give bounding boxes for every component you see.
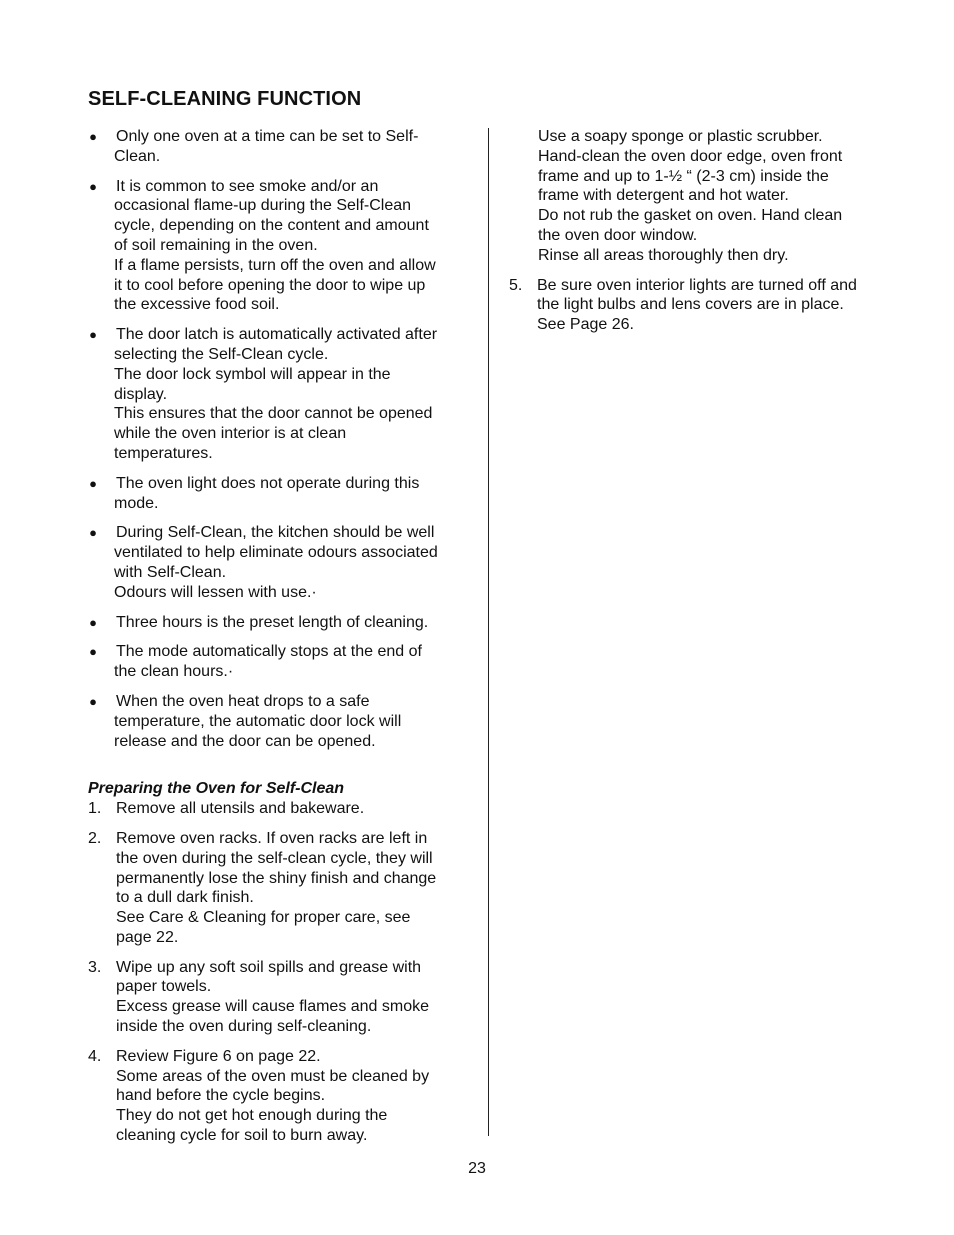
left-column — [88, 127, 473, 1156]
step-item — [88, 829, 473, 948]
text-line: inside the oven during self-cleaning. — [116, 1018, 372, 1036]
text-line: Rinse all areas thoroughly then dry. — [538, 246, 789, 264]
page-number: 23 — [468, 1160, 486, 1177]
text-line: The mode automatically stops at the end of — [116, 643, 422, 661]
text-line: Be sure oven interior lights are turned off and — [537, 276, 857, 294]
text-line: with Self-Clean. — [114, 563, 227, 581]
text-line: display. — [114, 385, 168, 403]
bullet-icon: ● — [89, 475, 97, 491]
text-line: it to cool before opening the door to wipe up — [114, 276, 426, 294]
step-number: 5. — [509, 276, 523, 294]
text-line: frame with detergent and hot water. — [538, 187, 789, 205]
text-line: the light bulbs and lens covers are in place. — [537, 296, 844, 314]
text-line: Do not rub the gasket on oven. Hand clean — [538, 207, 843, 225]
text-line: See Care & Cleaning for proper care, see — [116, 909, 411, 927]
text-line: the excessive food soil. — [114, 296, 280, 314]
bullet-item — [88, 127, 473, 167]
bullet-icon: ● — [89, 327, 97, 343]
text-line: mode. — [114, 494, 159, 512]
text-line: paper towels. — [116, 978, 212, 996]
step-number: 3. — [88, 958, 102, 976]
step-item — [88, 799, 473, 819]
step-number: 4. — [88, 1047, 102, 1065]
text-line: Use a soapy sponge or plastic scrubber. — [538, 128, 823, 145]
text-line: If a flame persists, turn off the oven and allow — [114, 256, 436, 274]
bullet-item — [88, 613, 473, 633]
text-line: They do not get hot enough during the — [116, 1107, 388, 1125]
bullet-item — [88, 692, 473, 751]
steps-list — [88, 799, 473, 1146]
text-line: Hand-clean the oven door edge, oven front — [538, 147, 843, 165]
text-line: cleaning cycle for soil to burn away. — [116, 1127, 368, 1145]
bullet-item — [88, 523, 473, 602]
bullet-icon: ● — [89, 614, 97, 630]
column-divider — [488, 128, 489, 1136]
text-line: Some areas of the oven must be cleaned by — [116, 1067, 430, 1085]
step-item — [88, 958, 473, 1037]
text-line: to a dull dark finish. — [116, 889, 254, 907]
section-heading: Preparing the Oven for Self-Clean — [88, 780, 345, 798]
step-number: 1. — [88, 800, 102, 818]
bullet-item — [88, 177, 473, 316]
text-line: the oven door window. — [538, 226, 698, 244]
text-line: Wipe up any soft soil spills and grease with — [116, 958, 422, 976]
text-line: while the oven interior is at clean — [114, 425, 347, 443]
text-line: The door latch is automatically activated after — [116, 326, 438, 344]
step-number: 2. — [88, 829, 102, 847]
text-line: During Self-Clean, the kitchen should be well — [116, 524, 435, 542]
text-line: occasional flame-up during the Self-Clean — [114, 197, 412, 215]
text-line: See Page 26. — [537, 316, 634, 334]
text-line: temperature, the automatic door lock will — [114, 712, 402, 730]
text-line: Remove all utensils and bakeware. — [116, 800, 365, 818]
text-line: Excess grease will cause flames and smoke — [116, 998, 430, 1016]
bullet-list — [88, 127, 473, 751]
text-line: cycle, depending on the content and amount — [114, 217, 429, 235]
text-line: temperatures. — [114, 444, 213, 462]
step-5 — [509, 276, 889, 335]
text-line: Three hours is the preset length of cleaning. — [116, 613, 429, 631]
text-line: of soil remaining in the oven. — [114, 236, 318, 254]
text-line: The door lock symbol will appear in the — [114, 365, 391, 383]
text-line: ventilated to help eliminate odours associated — [114, 544, 438, 562]
step-item — [88, 1047, 473, 1146]
text-line: It is common to see smoke and/or an — [116, 177, 379, 195]
text-line: When the oven heat drops to a safe — [116, 692, 370, 710]
right-column — [509, 127, 889, 345]
bullet-item — [88, 325, 473, 464]
bullet-icon: ● — [89, 178, 97, 194]
text-line: the clean hours.· — [114, 663, 234, 681]
page-title: SELF-CLEANING FUNCTION — [88, 88, 362, 110]
text-line: release and the door can be opened. — [114, 732, 376, 750]
text-line: This ensures that the door cannot be opened — [114, 405, 433, 423]
text-line: The oven light does not operate during this — [116, 474, 420, 492]
text-line: Odours will lessen with use.· — [114, 583, 317, 601]
text-line: hand before the cycle begins. — [116, 1087, 326, 1105]
text-line: the oven during the self-clean cycle, they will — [116, 849, 433, 867]
text-line: Clean. — [114, 147, 161, 165]
text-line: selecting the Self-Clean cycle. — [114, 345, 329, 363]
bullet-icon: ● — [89, 644, 97, 660]
text-line: permanently lose the shiny finish and change — [116, 869, 437, 887]
bullet-icon: ● — [89, 525, 97, 541]
text-line: Review Figure 6 on page 22. — [116, 1047, 321, 1065]
text-line: Remove oven racks. If oven racks are left in — [116, 829, 428, 847]
text-line: frame and up to 1-½ “ (2-3 cm) inside the — [538, 167, 829, 185]
text-line: page 22. — [116, 928, 179, 946]
text-line: Only one oven at a time can be set to Self- — [116, 128, 419, 145]
bullet-item — [88, 474, 473, 514]
bullet-icon: ● — [89, 129, 97, 144]
bullet-item — [88, 642, 473, 682]
bullet-icon: ● — [89, 693, 97, 709]
step-4-continued — [509, 127, 889, 266]
